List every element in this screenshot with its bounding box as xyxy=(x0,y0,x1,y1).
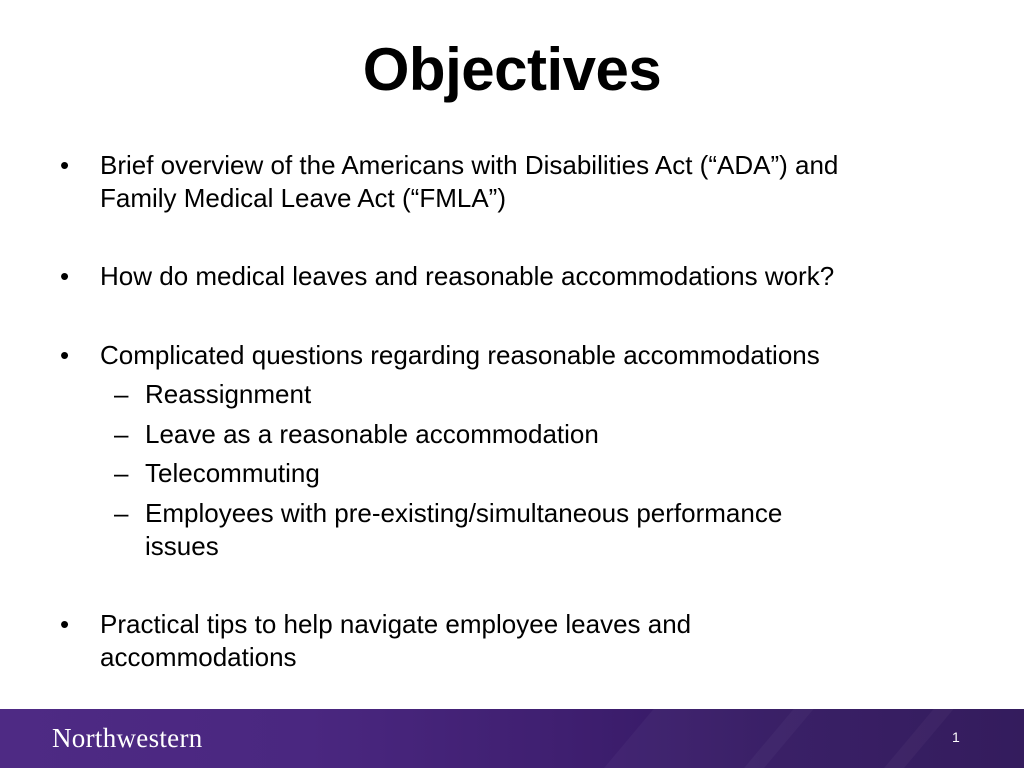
footer-bar xyxy=(0,709,1024,768)
subitem-marker: – xyxy=(114,458,129,488)
bullet-marker: • xyxy=(60,150,70,180)
bullet-marker: • xyxy=(60,340,70,370)
bullet-4-line-1: Practical tips to help navigate employee leaves and xyxy=(100,609,692,639)
northwestern-logo: Northwestern xyxy=(52,723,203,753)
bullet-4-line-2: accommodations xyxy=(100,642,297,672)
subitem-performance-line-2: issues xyxy=(145,531,219,561)
bullet-1-line-1: Brief overview of the Americans with Disabilities Act (“ADA”) and xyxy=(100,150,839,180)
bullet-marker: • xyxy=(60,609,70,639)
subitem-marker: – xyxy=(114,498,129,528)
subitem-telecommuting: Telecommuting xyxy=(145,458,320,488)
bullet-marker: • xyxy=(60,261,70,291)
bullet-1-line-2: Family Medical Leave Act (“FMLA”) xyxy=(100,183,506,213)
subitem-leave: Leave as a reasonable accommodation xyxy=(145,419,599,449)
subitem-reassignment: Reassignment xyxy=(145,379,312,409)
page-number: 1 xyxy=(952,729,960,745)
subitem-marker: – xyxy=(114,379,129,409)
slide-title: Objectives xyxy=(362,36,662,103)
subitem-marker: – xyxy=(114,419,129,449)
bullet-3-line-1: Complicated questions regarding reasonable accommodations xyxy=(100,340,820,370)
bullet-2-line-1: How do medical leaves and reasonable accommodations work? xyxy=(100,261,835,291)
subitem-performance-line-1: Employees with pre-existing/simultaneous performance xyxy=(145,498,783,528)
